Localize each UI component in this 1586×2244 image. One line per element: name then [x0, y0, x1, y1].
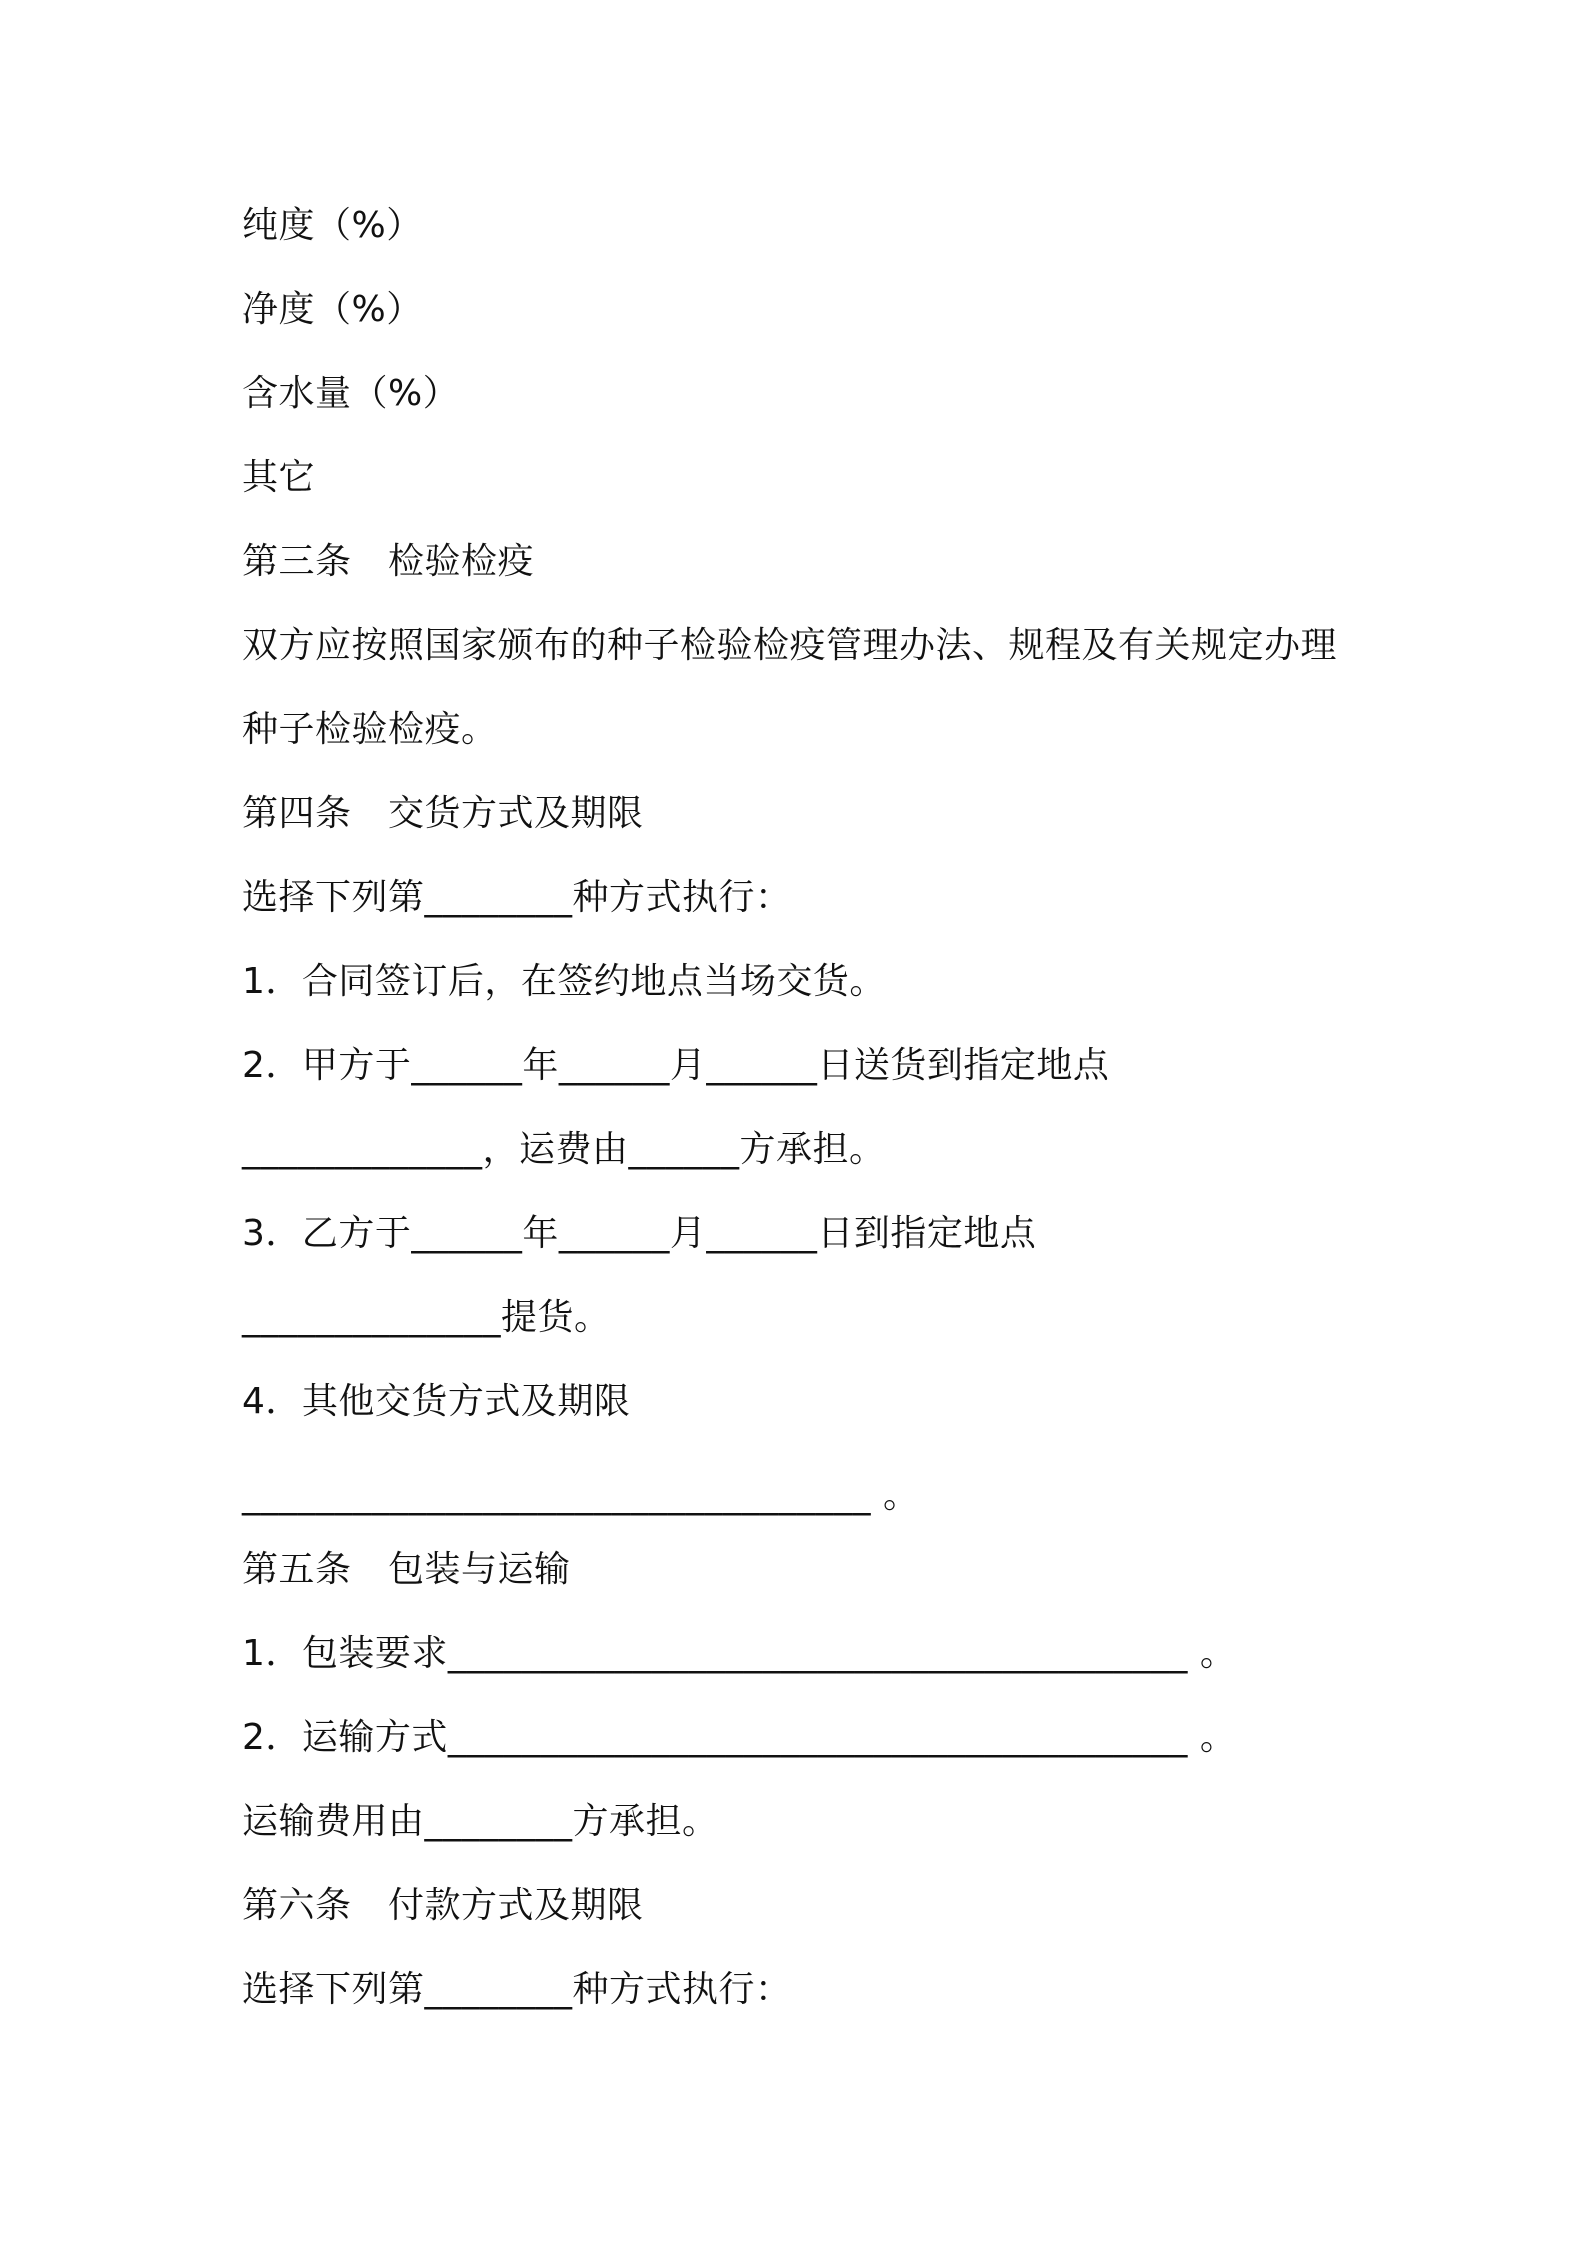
article-4-heading: 第四条 交货方式及期限	[242, 793, 644, 834]
article-3-text-line-1: 双方应按照国家颁布的种子检验检疫管理办法、规程及有关规定办理	[242, 625, 1338, 666]
packaging-requirement: 1．包装要求________________________________________ 。	[242, 1633, 1237, 1674]
quality-cleanliness-label: 净度（%）	[242, 289, 423, 330]
quality-purity-label: 纯度（%）	[242, 205, 423, 246]
article-6-heading: 第六条 付款方式及期限	[242, 1885, 644, 1926]
delivery-option-4: 4．其他交货方式及期限	[242, 1381, 631, 1422]
article-4-choice: 选择下列第________种方式执行：	[242, 877, 792, 918]
article-3-text-line-2: 种子检验检疫。	[242, 709, 498, 750]
delivery-option-3: 3．乙方于______年______月______日到指定地点	[242, 1213, 1037, 1254]
transport-method: 2．运输方式________________________________________ 。	[242, 1717, 1237, 1758]
delivery-option-2-cont: _____________，运费由______方承担。	[242, 1129, 886, 1170]
transport-fee: 运输费用由________方承担。	[242, 1801, 719, 1842]
delivery-option-4-blank: __________________________________ 。	[242, 1475, 920, 1516]
quality-moisture-label: 含水量（%）	[242, 373, 460, 414]
delivery-option-1: 1．合同签订后，在签约地点当场交货。	[242, 961, 886, 1002]
article-6-choice: 选择下列第________种方式执行：	[242, 1969, 792, 2010]
article-3-heading: 第三条 检验检疫	[242, 541, 535, 582]
delivery-option-3-cont: ______________提货。	[242, 1297, 611, 1338]
quality-other-label: 其它	[242, 457, 316, 498]
delivery-option-2: 2．甲方于______年______月______日送货到指定地点	[242, 1045, 1110, 1086]
article-5-heading: 第五条 包装与运输	[242, 1549, 571, 1590]
